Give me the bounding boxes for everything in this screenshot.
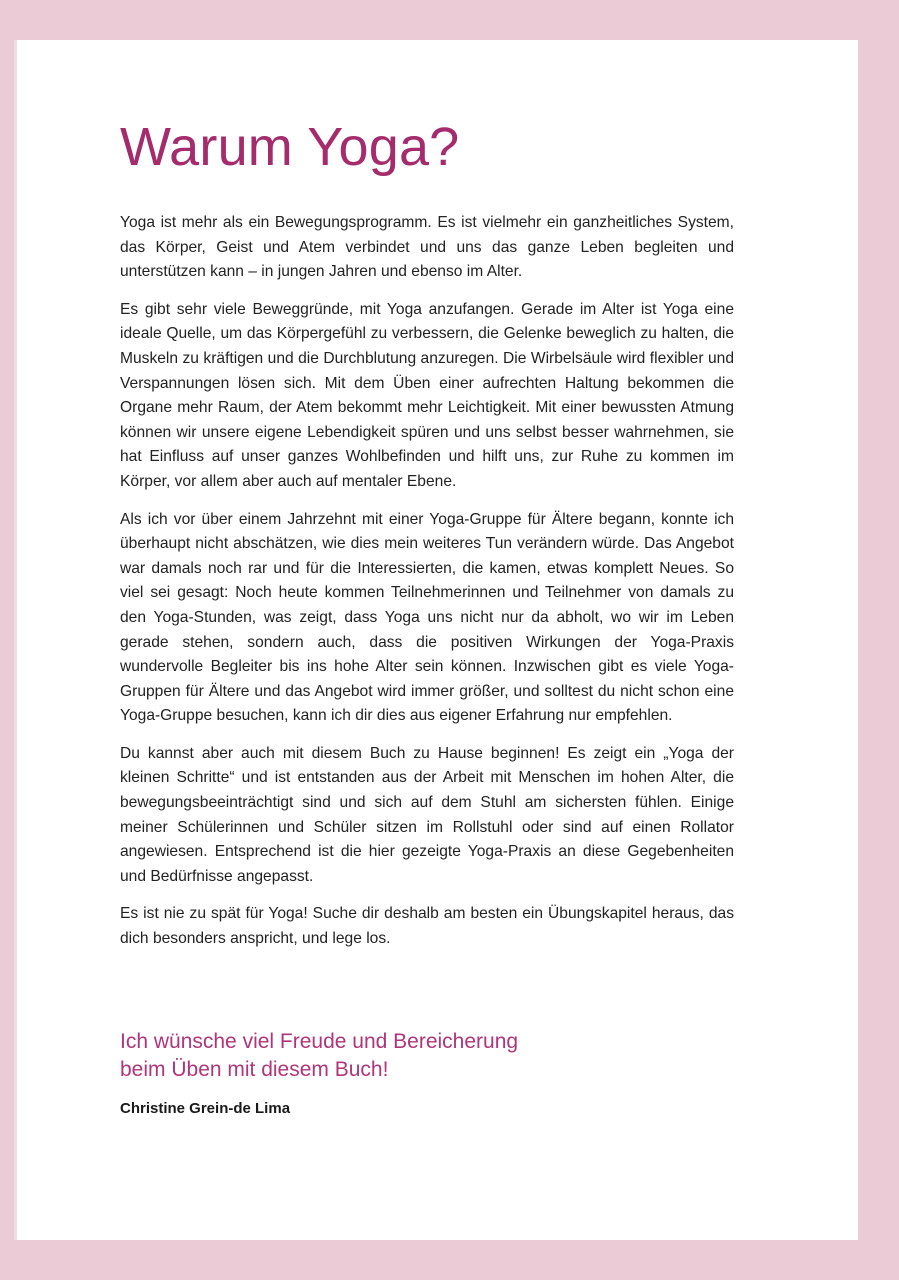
page-title: Warum Yoga? [120, 117, 460, 177]
closing-line: beim Üben mit diesem Buch! [120, 1058, 389, 1081]
paragraph: Es ist nie zu spät für Yoga! Suche dir deshalb am besten ein Übungskapitel heraus, das dich besonders anspricht, und lege los. [120, 905, 734, 948]
closing-wish [120, 1028, 734, 1084]
paragraph: Du kannst aber auch mit diesem Buch zu Hause beginnen! Es zeigt ein „Yoga der kleinen Schritte“ und ist entstanden aus der Arbeit mit Menschen im hohen Alter, die bewegungsbeeinträchtigt sind und sich auf dem Stuhl am sichersten fühlen. Einige meiner Schülerinnen und Schüler sitzen im Rollstuhl oder sind auf einen Rollator angewiesen. Entsprechend ist die hier gezeigte Yoga-Praxis an diese Gegebenheiten und Bedürfnisse angepasst. [120, 744, 734, 885]
body-text [120, 211, 734, 965]
paragraph: Es gibt sehr viele Beweggründe, mit Yoga anzufangen. Gerade im Alter ist Yoga eine ideale Quelle, um das Körpergefühl zu verbessern, die Gelenke beweglich zu halten, die Muskeln zu kräftigen und die Durchblutung anzuregen. Die Wirbelsäule wird flexibler und Verspannungen lösen sich. Mit dem Üben einer aufrechten Haltung bekommen die Organe mehr Raum, der Atem bekommt mehr Leichtigkeit. Mit einer bewussten Atmung können wir unsere eigene Lebendigkeit spüren und uns selbst besser wahrnehmen, sie hat Einfluss auf unser ganzes Wohlbefinden und hilft uns, zur Ruhe zu kommen im Körper, vor allem aber auch auf mentaler Ebene. [120, 300, 734, 490]
closing-line: Ich wünsche viel Freude und Bereicherung [120, 1030, 519, 1053]
author-name: Christine Grein-de Lima [120, 1100, 291, 1117]
paragraph: Als ich vor über einem Jahrzehnt mit einer Yoga-Gruppe für Ältere begann, konnte ich überhaupt nicht abschätzen, wie dies mein weiteres Tun verändern würde. Das Angebot war damals noch rar und für die Interessierten, die kamen, etwas komplett Neues. So viel sei gesagt: Noch heute kommen Teilnehmerinnen und Teilnehmer von damals zu den Yoga-Stunden, was zeigt, dass Yoga uns nicht nur da abholt, wo wir im Leben gerade stehen, sondern auch, dass die positiven Wirkungen der Yoga-Praxis wundervolle Begleiter bis ins hohe Alter sein können. Inzwischen gibt es viele Yoga-Gruppen für Ältere und das Angebot wird immer größer, und solltest du nicht schon eine Yoga-Gruppe besuchen, kann ich dir dies aus eigener Erfahrung nur empfehlen. [120, 510, 734, 725]
paragraph: Yoga ist mehr als ein Bewegungsprogramm. Es ist vielmehr ein ganzheitliches System, das Körper, Geist und Atem verbindet und uns das ganze Leben begleiten und unterstützen kann – in jungen Jahren und ebenso im Alter. [120, 214, 734, 281]
